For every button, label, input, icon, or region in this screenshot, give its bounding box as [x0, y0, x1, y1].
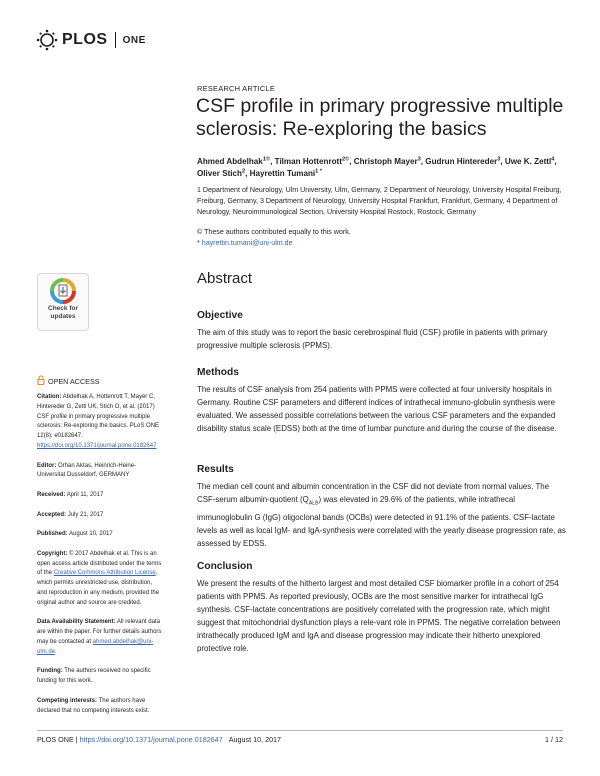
license-link[interactable]: Creative Commons Attribution License — [53, 570, 156, 577]
accepted-date: Accepted: July 21, 2017 — [37, 511, 104, 518]
corresponding-author: * hayrettin.tumani@uni-ulm.de — [197, 239, 293, 247]
competing-interests: Competing interests: The authors have declared that no competing interests exist. — [37, 697, 150, 714]
methods-heading: Methods — [197, 367, 239, 378]
funding: Funding: The authors received no specific funding for this work. — [37, 668, 151, 685]
results-text: The median cell count and albumin concentration in the CSF did not deviate from normal values. The CSF-serum albumin-quotient $(Q_{ALB})$ was elevated in 29.6% of the patients, while intrathecal immunoglobulin G (IgG) oligoclonal bands (OCBs) were detected in 91.1% of the patients. CSF-lactate levels as well as local IgM- and IgA-synthesis were correlated with the yearly disease progression rate, as assessed by EDSS. — [197, 482, 566, 548]
author: Hayrettin Tumani$^{1 *}$ — [249, 168, 323, 178]
author: Gudrun Hintereder$^3$ — [425, 156, 501, 166]
affiliations: 1 Department of Neurology, Ulm University, Ulm, Germany, 2 Department of Neurology, University Hospital Freiburg, Freiburg, Germany, 3 Department of Neurology, University Hospital Frankfurt, Frankfurt, Germany, 4 Department of Neurology, Neuroimmunological Section, University Hospital Rostock, Rostock, Germany — [197, 186, 562, 216]
footer-citation: PLOS ONE | https://doi.org/10.1371/journal.pone.0182647 August 10, 2017 — [37, 735, 282, 744]
check-updates-line1: Check for — [48, 305, 78, 312]
plos-dots-icon — [36, 29, 58, 51]
citation: Citation: Abdelhak A, Hottenrott T, Mayer C, Hintereder G, Zettl UK, Stich O, et al. (2017) CSF profile in primary progressive multiple sclerosis: Re-exploring the basics. PLoS ONE 12(8): e0182647. https://doi.org/10.1371/journal.pone.0182647 — [37, 394, 160, 449]
check-updates-icon — [50, 278, 76, 304]
conclusion-text: We present the results of the hitherto largest and most detailed CSF biomarker profile in a cohort of 254 patients with PPMS. As reported previously, OCBs are the most sensitive marker for intrathecal IgG synthesis. CSF-lactate concentrations are positively correlated with the progression rate, which might suggest that mitochondrial dysfunction plays a rele-vant role in PPMS. The negative correlation between intrathecally produced IgM and IgA and disease progression may indicate their hitherto unexplored protective role. — [197, 579, 561, 653]
abstract-heading: Abstract — [197, 270, 253, 287]
copyright: Copyright: © 2017 Abdelhak et al. This is an open access article distributed under the terms of the Creative Commons Attribution License, which permits unrestricted use, distribution, and reproduction in any medium, provided the original author and source are credited. — [37, 550, 162, 606]
logo-journal: ONE — [122, 34, 146, 46]
corresponding-email-link[interactable]: hayrettin.tumani@uni-ulm.de — [201, 239, 293, 247]
methods-text: The results of CSF analysis from 254 patients with PPMS were collected at four university hospitals in Germany. Routine CSF parameters and different indices of intrathecal immuno-globulin synthesis were evaluated. We assessed possible correlations between the various CSF parameters and the expanded disability status scale (EDSS) both at the time of lumbar puncture and during the course of the disease. — [197, 385, 557, 433]
objective-heading: Objective — [197, 310, 243, 321]
author: Uwe K. Zettl$^4$ — [504, 156, 555, 166]
editor: Editor: Orhan Aktas, Heinrich-Heine-Universitat Dusseldorf, GERMANY — [37, 462, 137, 479]
published-date: Published: August 10, 2017 — [37, 531, 113, 538]
author: Ahmed Abdelhak$^{1©}$ — [197, 156, 271, 166]
page-number: 1 / 12 — [545, 735, 563, 744]
article-type: RESEARCH ARTICLE — [197, 84, 276, 93]
author: Tilman Hottenrott$^{2©}$ — [274, 156, 350, 166]
data-availability: Data Availability Statement: All relevant data are within the paper. For further details authors may be contacted at ahmed.abdelhak@uni-ulm.de. — [37, 619, 162, 655]
open-lock-icon — [37, 375, 45, 387]
author-list: Ahmed Abdelhak$^{1©}$, Tilman Hottenrott$^{2©}$, Christoph Mayer$^3$, Gudrun Hintereder$^3$, Uwe K. Zettl$^4$, Oliver Stich$^2$, Hayrettin Tumani$^{1 *}$ — [197, 156, 557, 178]
footer-doi-link[interactable]: https://doi.org/10.1371/journal.pone.0182647 — [79, 735, 223, 744]
check-for-updates-badge[interactable] — [37, 273, 89, 331]
footer-divider — [37, 730, 563, 731]
logo-divider — [115, 32, 116, 48]
data-email-link[interactable]: ahmed.abdelhak@uni-ulm.de — [37, 638, 154, 655]
plos-one-logo — [36, 29, 146, 51]
equal-contribution-note: © These authors contributed equally to this work. — [197, 228, 351, 236]
author-notes — [197, 227, 567, 249]
check-updates-line2: updates — [50, 313, 76, 320]
received-date: Received: April 11, 2017 — [37, 491, 104, 498]
author: Christoph Mayer$^3$ — [353, 156, 421, 166]
article-title: CSF profile in primary progressive multiple sclerosis: Re-exploring the basics — [196, 95, 564, 140]
citation-doi-link[interactable]: https://doi.org/10.1371/journal.pone.0182647 — [37, 442, 157, 449]
open-access-label: OPEN ACCESS — [37, 375, 100, 387]
logo-word: PLOS — [62, 31, 108, 48]
results-heading: Results — [197, 464, 234, 475]
article-metadata — [37, 393, 162, 726]
author: Oliver Stich$^2$ — [197, 168, 246, 178]
objective-text: The aim of this study was to report the basic cerebrospinal fluid (CSF) profile in patients with primary progressive multiple sclerosis (PPMS). — [197, 328, 548, 350]
conclusion-heading: Conclusion — [197, 561, 253, 572]
